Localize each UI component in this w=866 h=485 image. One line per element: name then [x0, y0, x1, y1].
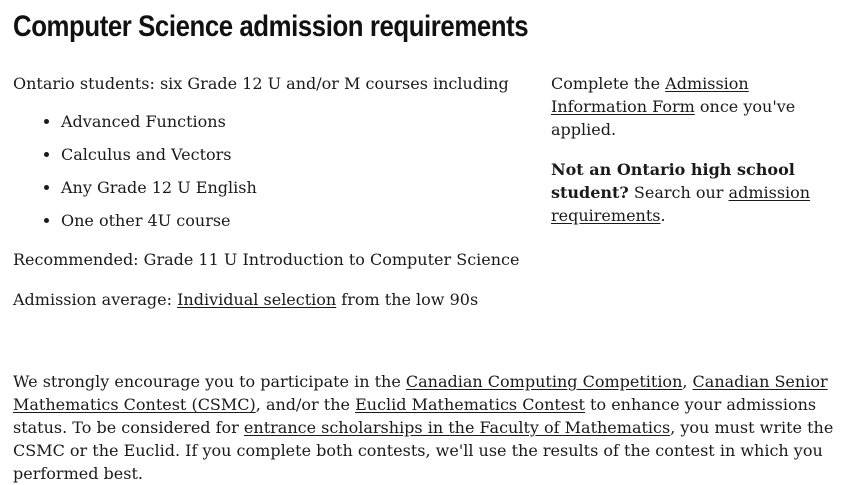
required-courses-list: [13, 110, 533, 232]
individual-selection-link[interactable]: Individual selection: [177, 290, 337, 309]
contests-paragraph-block: [13, 370, 843, 485]
period: .: [660, 206, 666, 225]
admission-requirements-link[interactable]: admission requirements: [551, 183, 811, 225]
contests-text: ,: [682, 372, 693, 391]
not-ontario-note: [551, 158, 816, 227]
form-prefix: Complete the: [551, 74, 666, 93]
admission-average: [13, 288, 533, 311]
contests-paragraph: [13, 370, 843, 485]
contests-text: , and/or the: [255, 395, 356, 414]
course-item: • Calculus and Vectors: [61, 143, 533, 166]
euclid-link[interactable]: Euclid Mathematics Contest: [355, 395, 585, 414]
scholarships-link[interactable]: entrance scholarships in the Faculty of Mathematics: [243, 418, 671, 437]
average-prefix: Admission average:: [13, 290, 178, 309]
course-item: • Advanced Functions: [61, 110, 533, 133]
course-item: • One other 4U course: [61, 209, 533, 232]
admission-information-form-link[interactable]: Admission Information Form: [551, 74, 749, 116]
sidebar-notes: [551, 72, 816, 227]
contests-text: We strongly encourage you to participate in the: [13, 372, 406, 391]
average-suffix: from the low 90s: [336, 290, 479, 309]
ccc-link[interactable]: Canadian Computing Competition: [405, 372, 683, 391]
not-ontario-text: Search our: [628, 183, 729, 202]
admission-form-note: [551, 72, 816, 141]
form-suffix: once you've applied.: [551, 97, 796, 139]
csmc-link[interactable]: Canadian Senior Mathematics Contest (CSMC): [13, 372, 828, 414]
course-item: • Any Grade 12 U English: [61, 176, 533, 199]
page-title: Computer Science admission requirements: [13, 10, 529, 43]
contests-text: to enhance your admissions status. To be considered for: [13, 395, 817, 437]
recommended-course: Recommended: Grade 11 U Introduction to Computer Science: [13, 250, 520, 269]
contests-text: , you must write the CSMC or the Euclid. If you complete both contests, we'll use the results of the contest in which you performed best.: [13, 418, 834, 483]
ontario-requirements: [13, 72, 533, 311]
ontario-intro: Ontario students: six Grade 12 U and/or M courses including: [13, 74, 509, 93]
not-ontario-question: Not an Ontario high school student?: [551, 160, 795, 202]
